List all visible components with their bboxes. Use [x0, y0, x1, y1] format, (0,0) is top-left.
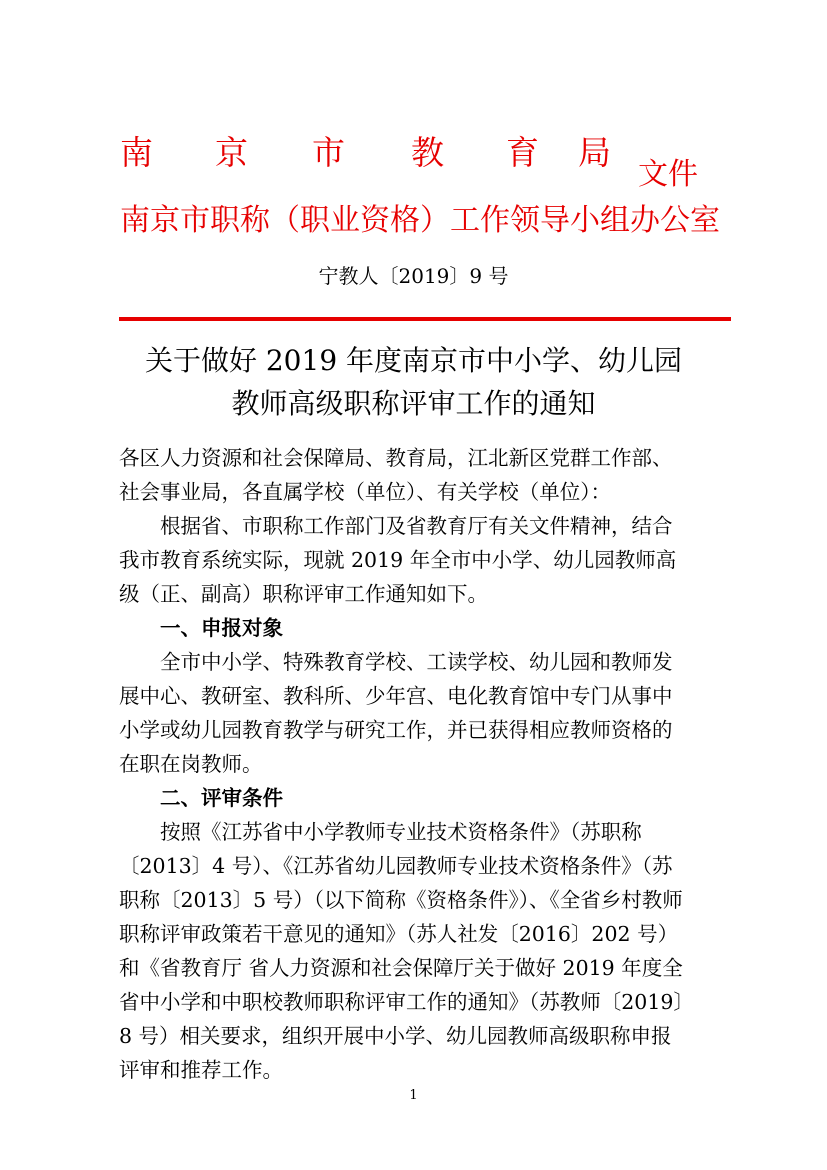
body-line: 〔2013〕4 号）、《江苏省幼儿园教师专业技术资格条件》（苏 [119, 854, 673, 878]
body-line: 和《省教育厅 省人力资源和社会保障厅关于做好 2019 年度全 [119, 956, 683, 980]
body-line: 职称评审政策若干意见的通知》（苏人社发〔2016〕202 号） [119, 922, 679, 946]
body-line: 全市中小学、特殊教育学校、工读学校、幼儿园和教师发 [119, 650, 673, 674]
body-line: 展中心、教研室、教科所、少年宫、电化教育馆中专门从事中 [119, 684, 673, 708]
issuer-char: 京 [215, 133, 248, 172]
body-line: 8 号）相关要求，组织开展中小学、幼儿园教师高级职称申报 [119, 1024, 672, 1048]
document-title-line-2: 教师高级职称评审工作的通知 [231, 387, 596, 420]
body-line: 小学或幼儿园教育教学与研究工作，并已获得相应教师资格的 [119, 718, 673, 742]
document-number: 宁教人〔2019〕9 号 [318, 264, 509, 288]
body-line: 按照《江苏省中小学教师专业技术资格条件》（苏职称 [119, 820, 642, 844]
body-line: 各区人力资源和社会保障局、教育局，江北新区党群工作部、 [119, 446, 673, 470]
issuer-char: 南 [120, 133, 153, 172]
issuer-char: 市 [312, 133, 345, 172]
section-heading-1: 一、申报对象 [119, 616, 283, 640]
body-line: 根据省、市职称工作部门及省教育厅有关文件精神，结合 [119, 514, 673, 538]
body-line: 级（正、副高）职称评审工作通知如下。 [119, 582, 488, 606]
issuer-office-name: 南京市职称（职业资格）工作领导小组办公室 [120, 203, 720, 238]
page-number: 1 [409, 1088, 418, 1103]
issuer-bureau-name [120, 128, 620, 178]
body-line: 社会事业局，各直属学校（单位）、有关学校（单位）： [119, 480, 611, 504]
section-heading-2: 二、评审条件 [119, 786, 283, 810]
issuer-char: 育 [506, 133, 539, 172]
header-red-rule [119, 317, 731, 321]
body-line: 我市教育系统实际，现就 2019 年全市中小学、幼儿园教师高 [119, 548, 677, 572]
body-line: 评审和推荐工作。 [119, 1058, 283, 1082]
issuer-char: 局 [578, 133, 611, 172]
body-line: 在职在岗教师。 [119, 752, 263, 776]
document-label-wenjian: 文件 [638, 157, 698, 192]
body-line: 省中小学和中职校教师职称评审工作的通知》（苏教师〔2019〕 [119, 990, 694, 1014]
issuer-char: 教 [411, 133, 444, 172]
document-title-line-1: 关于做好 2019 年度南京市中小学、幼儿园 [144, 344, 683, 377]
body-line: 职称〔2013〕5 号）（以下简称《资格条件》）、《全省乡村教师 [119, 888, 683, 912]
